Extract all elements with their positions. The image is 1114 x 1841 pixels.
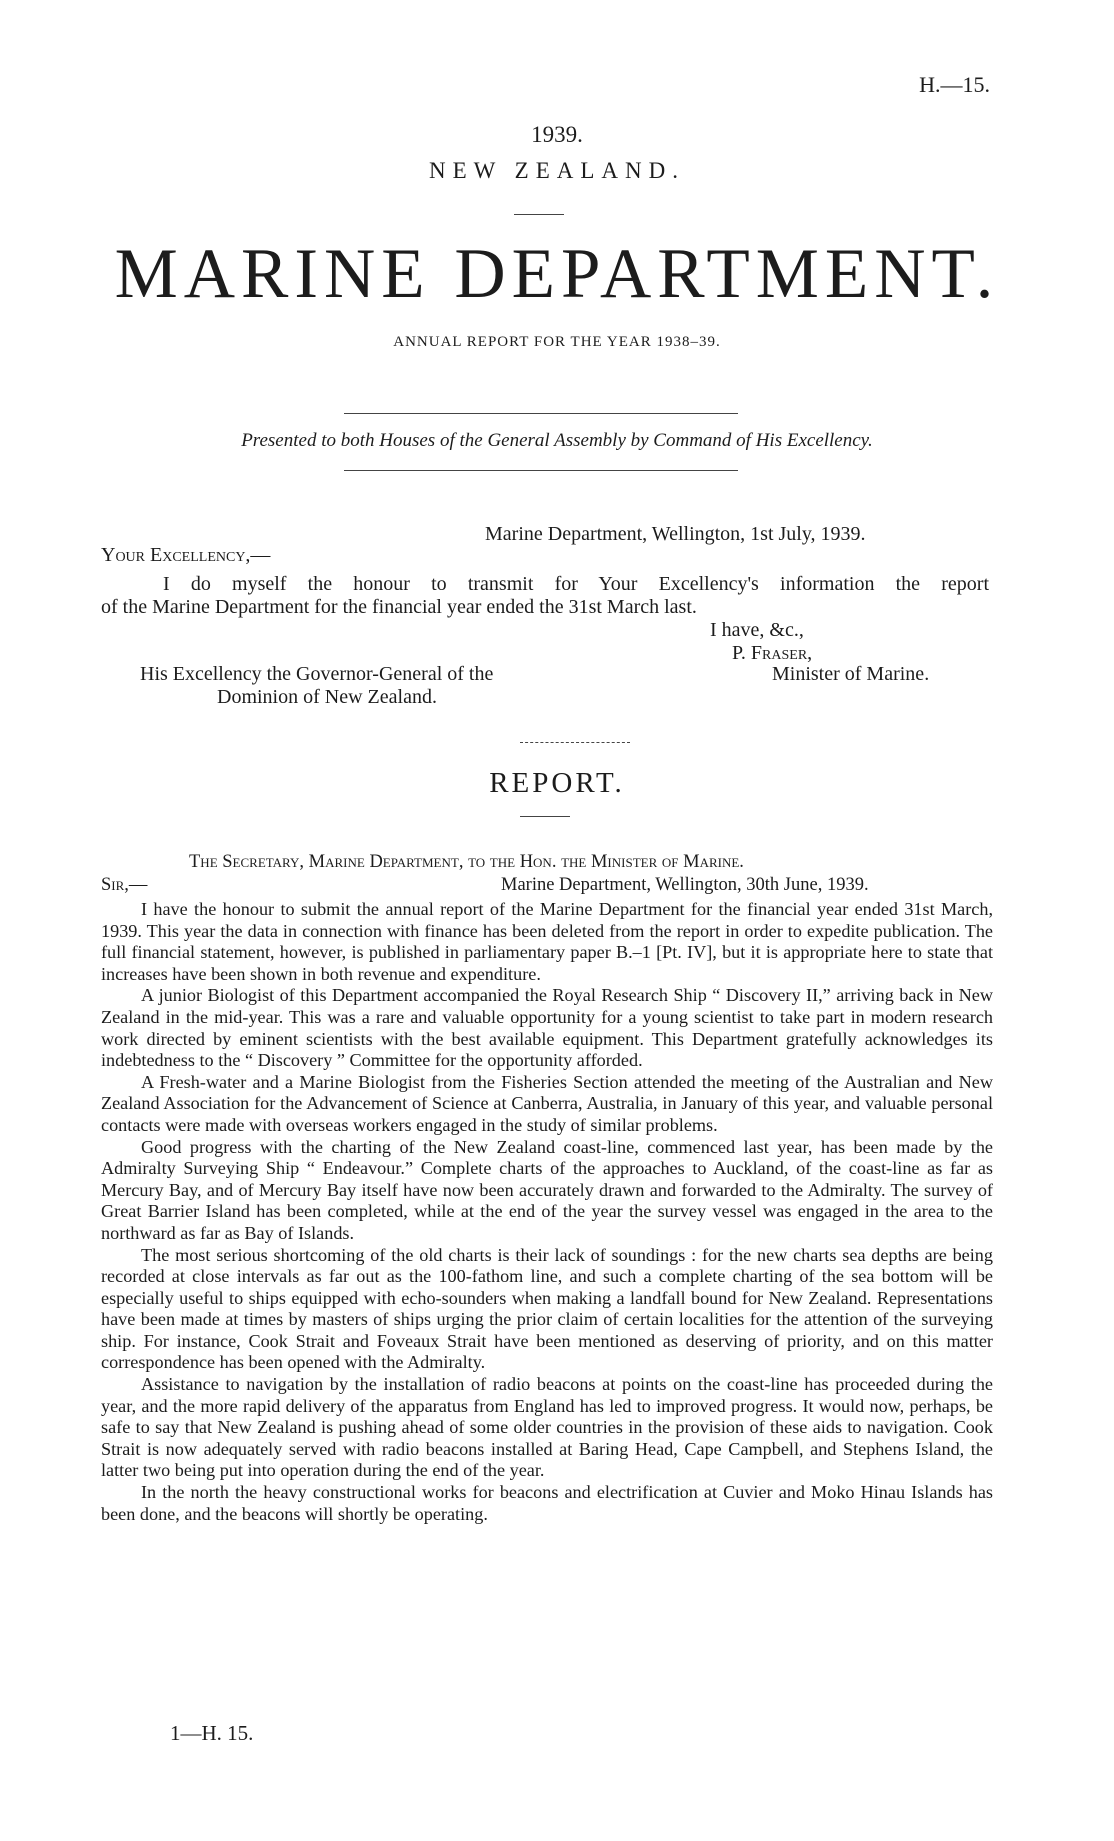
divider — [520, 816, 570, 817]
report-paragraph: Assistance to navigation by the installation of radio beacons at points on the coast-line has proceeded during the year, and the more rapid delivery of the apparatus from England has led to improved progress. It would now, perhaps, be safe to say that New Zealand is pushing ahead of some older countries in the provision of these aids to navigation. Cook Strait is now adequately served with radio beacons installed at Baring Head, Cape Campbell, and Stephens Island, the latter two being put into operation during the end of the year. — [101, 1374, 993, 1481]
letter-signatory-title: Minister of Marine. — [772, 663, 930, 685]
report-paragraph: The most serious shortcoming of the old charts is their lack of soundings : for the new charts sea depths are being recorded at close intervals as far out as the 100-fathom line, and such a complete charting of the sea bottom will be especially useful to ships equipped with echo-sounders when making a landfall bound for New Zealand. Representations have been made at times by masters of ships urging the prior claim of certain localities for the attention of the surveying ship. For instance, Cook Strait and Foveaux Strait have been mentioned as deserving of priority, and on this matter correspondence has been opened with the Admiralty. — [101, 1244, 993, 1373]
page-subtitle: ANNUAL REPORT FOR THE YEAR 1938–39. — [393, 334, 721, 350]
letter-closing: I have, &c., — [710, 619, 804, 641]
letter-salutation: Your Excellency,— — [101, 544, 271, 566]
letter-body-line: I do myself the honour to transmit for Your Excellency's information the report — [163, 573, 989, 595]
report-paragraph: I have the honour to submit the annual report of the Marine Department for the financial year ended 31st March, 1939. This year the data in connection with finance has been deleted from the report in order to expedite publication. The full financial statement, however, is published in parliamentary paper B.–1 [Pt. IV], but it is appropriate here to state that increases have been shown in both revenue and expenditure. — [101, 899, 993, 984]
document-reference: H.—15. — [919, 72, 990, 97]
report-body — [101, 899, 993, 1525]
report-heading: REPORT. — [489, 767, 625, 799]
letter-body-line: of the Marine Department for the financial year ended the 31st March last. — [101, 596, 697, 618]
report-salutation: Sir,— — [101, 875, 148, 895]
report-paragraph: In the north the heavy constructional works for beacons and electrification at Cuvier and Moko Hinau Islands has been done, and the beacons will shortly be operating. — [101, 1482, 993, 1524]
report-address-line: The Secretary, Marine Department, to the Hon. the Minister of Marine. — [189, 852, 744, 872]
document-year: 1939. — [531, 122, 583, 147]
page-footer-reference: 1—H. 15. — [170, 1721, 254, 1745]
divider — [344, 470, 738, 471]
divider — [344, 413, 738, 414]
divider — [520, 742, 630, 743]
report-paragraph: A junior Biologist of this Department accompanied the Royal Research Ship “ Discovery II,” arriving back in New Zealand in the mid-year. This was a rare and valuable opportunity for a young scientist to take part in modern research work directed by eminent scientists with the best available equipment. This Department gratefully acknowledges its indebtedness to the “ Discovery ” Committee for the opportunity afforded. — [101, 985, 993, 1071]
country-heading: NEW ZEALAND. — [428, 158, 686, 183]
report-place-date: Marine Department, Wellington, 30th June, 1939. — [501, 875, 869, 895]
letter-addressee: Dominion of New Zealand. — [217, 686, 437, 708]
report-paragraph: A Fresh-water and a Marine Biologist from the Fisheries Section attended the meeting of the Australian and New Zealand Association for the Advancement of Science at Canberra, Australia, in January of this year, and valuable personal contacts were made with overseas workers engaged in the study of similar problems. — [101, 1071, 993, 1135]
letter-place-date: Marine Department, Wellington, 1st July, 1939. — [485, 523, 866, 545]
divider — [514, 214, 564, 215]
letter-signatory: P. Fraser, — [732, 642, 813, 664]
page-title: MARINE DEPARTMENT. — [114, 235, 1000, 313]
letter-addressee: His Excellency the Governor-General of the — [140, 663, 494, 685]
report-paragraph: Good progress with the charting of the New Zealand coast-line, commenced last year, has been made by the Admiralty Surveying Ship “ Endeavour.” Complete charts of the approaches to Auckland, of the coast-line as far as Mercury Bay, and of Mercury Bay itself have now been accurately drawn and forwarded to the Admiralty. The survey of Great Barrier Island has been completed, while at the end of the year the survey vessel was engaged in the area to the northward as far as Bay of Islands. — [101, 1136, 993, 1243]
presented-note: Presented to both Houses of the General Assembly by Command of His Excellency. — [241, 430, 873, 451]
